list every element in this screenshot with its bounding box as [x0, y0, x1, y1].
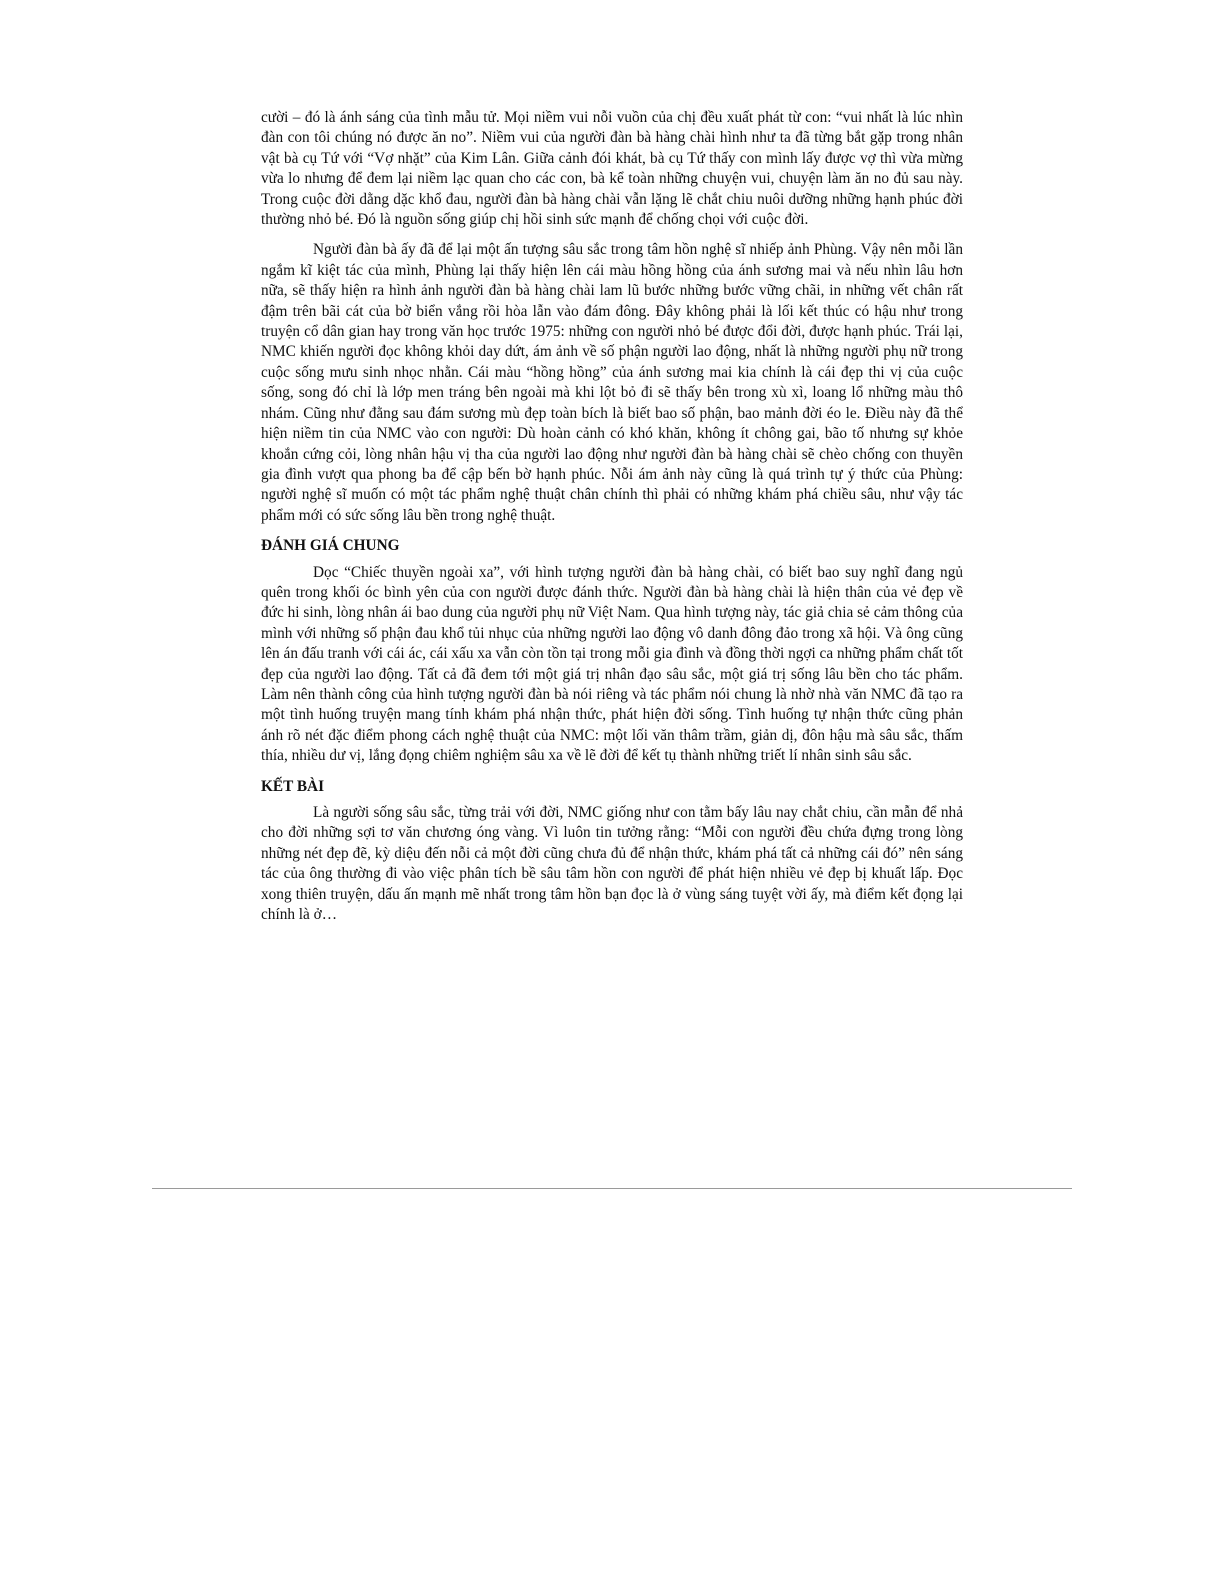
paragraph-continuation: cười – đó là ánh sáng của tình mẫu tử. Mọi niềm vui nỗi vuồn của chị đều xuất phát từ con: “vui nhất là lúc nhìn đàn con tôi chúng nó được ăn no”. Niềm vui của người đàn bà hàng chài hình như ta đã từng bắt gặp trong nhân vật bà cụ Tứ với “Vợ nhặt” của Kim Lân. Giữa cảnh đói khát, bà cụ Tứ thấy con mình lấy được vợ thì vừa mừng vừa lo nhưng để đem lại niềm lạc quan cho các con, bà kể toàn những chuyện vui, chuyện làm ăn no đủ sau này. Trong cuộc đời dằng dặc khổ đau, người đàn bà hàng chài vẫn lặng lẽ chắt chiu nuôi dưỡng những hạnh phúc đời thường nhỏ bé. Đó là nguồn sống giúp chị hồi sinh sức mạnh để chống chọi với cuộc đời.	[261, 109, 963, 229]
paragraph-general-evaluation: Dọc “Chiếc thuyền ngoài xa”, với hình tượng người đàn bà hàng chài, có biết bao suy nghĩ đang ngủ quên trong khối óc bình yên của con người được đánh thức. Người đàn bà hàng chài là hiện thân của vẻ đẹp về đức hi sinh, lòng nhân ái bao dung của người phụ nữ Việt Nam. Qua hình tượng này, tác giả chia sẻ cảm thông của mình với những số phận đau khổ tủi nhục của những người lao động vô danh đông đảo trong xã hội. Và ông cũng lên án đấu tranh với cái ác, cái xấu xa vẫn còn tồn tại trong mỗi gia đình và đồng thời ngợi ca những phẩm chất tốt đẹp của người lao động. Tất cả đã đem tới một giá trị nhân đạo sâu sắc, một giá trị sống lâu bền cho tác phẩm. Làm nên thành công của hình tượng người đàn bà nói riêng và tác phẩm nói chung là nhờ nhà văn NMC đã tạo ra một tình huống truyện mang tính khám phá nhận thức, phát hiện đời sống. Tình huống tự nhận thức cũng phản ánh rõ nét đặc điểm phong cách nghệ thuật của NMC: một lối văn thâm trầm, giản dị, đôn hậu mà sâu sắc, thấm thía, nhiều dư vị, lắng đọng chiêm nghiệm sâu xa về lẽ đời để kết tụ thành những triết lí nhân sinh sâu sắc.	[261, 563, 963, 765]
heading-conclusion: KẾT BÀI	[261, 777, 325, 795]
page-divider	[152, 1188, 1072, 1189]
paragraph-phung-impression: Người đàn bà ấy đã để lại một ấn tượng sâu sắc trong tâm hồn nghệ sĩ nhiếp ảnh Phùng. Vậy nên mỗi lần ngắm kĩ kiệt tác của mình, Phùng lại thấy hiện lên cái màu hồng hồng của ánh sương mai và nếu nhìn lâu hơn nữa, sẽ thấy hiện ra hình ảnh người đàn bà hàng chài lam lũ bước những bước vững chãi, in những vết chân rất đậm trên bãi cát của bờ biển vắng rồi hòa lẫn vào đám đông. Đây không phải là lối kết thúc có hậu như trong truyện cổ dân gian hay trong văn học trước 1975: những con người nhỏ bé được đổi đời, được hạnh phúc. Trái lại, NMC khiến người đọc không khỏi day dứt, ám ảnh về số phận người lao động, nhất là những người phụ nữ trong cuộc sống mưu sinh nhọc nhằn. Cái màu “hồng hồng” của ánh sương mai kia chính là cái đẹp thi vị của cuộc sống, song đó chỉ là lớp men tráng bên ngoài mà khi lột bỏ đi sẽ thấy bên trong xù xì, loang lổ những màu thô nhám. Cũng như đằng sau đám sương mù đẹp toàn bích là biết bao số phận, bao mảnh đời éo le. Điều này đã thể hiện niềm tin của NMC vào con người: Dù hoàn cảnh có khó khăn, không ít chông gai, bão tố nhưng sự khỏe khoắn cứng cỏi, lòng nhân hậu vị tha của người lao động như người đàn bà hàng chài sẽ chèo chống con thuyền gia đình vượt qua phong ba để cập bến bờ hạnh phúc. Nỗi ám ảnh này cũng là quá trình tự ý thức của Phùng: người nghệ sĩ muốn có một tác phẩm nghệ thuật chân chính thì phải có những khám phá chiều sâu, như vậy tác phẩm mới có sức sống lâu bền trong nghệ thuật.	[261, 241, 963, 524]
paragraph-conclusion: Là người sống sâu sắc, từng trải với đời, NMC giống như con tằm bấy lâu nay chắt chiu, cần mẫn để nhả cho đời những sợi tơ văn chương óng vàng. Vì luôn tin tưởng rằng: “Mỗi con người đều chứa đựng trong lòng những nét đẹp đẽ, kỳ diệu đến nỗi cả một đời cũng chưa đủ để nhận thức, khám phá tất cả những cái đó” nên sáng tác của ông thường đi vào việc phân tích bề sâu tâm hồn con người để phát hiện nhiều vẻ đẹp bị khuất lấp. Đọc xong thiên truyện, dấu ấn mạnh mẽ nhất trong tâm hồn bạn đọc là ở vùng sáng tuyệt vời ấy, mà điểm kết đọng lại chính là ở…	[261, 804, 963, 924]
document-page	[261, 108, 963, 925]
heading-general-evaluation: ĐÁNH GIÁ CHUNG	[261, 537, 400, 555]
